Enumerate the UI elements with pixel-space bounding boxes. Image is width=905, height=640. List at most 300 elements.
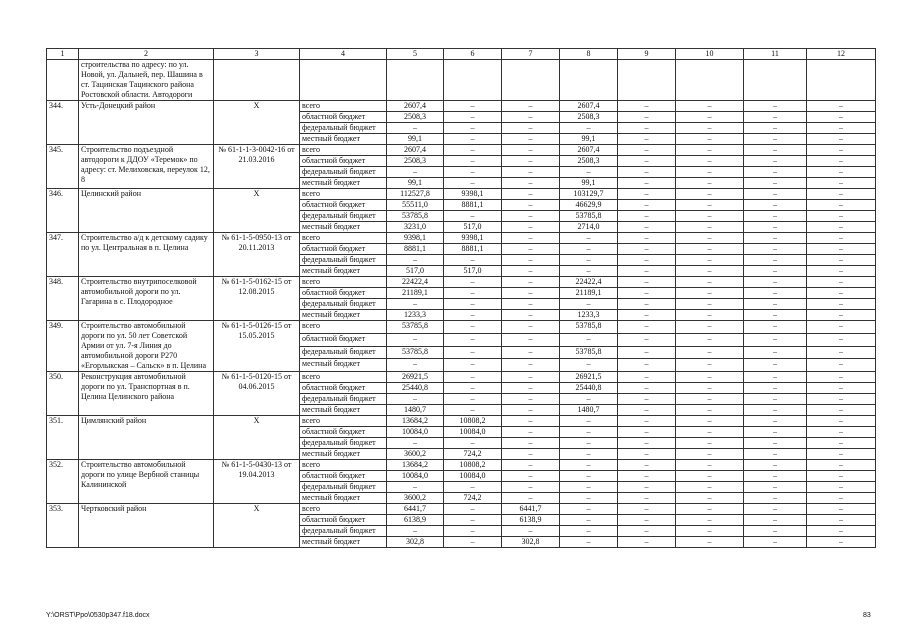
amount-cell: 517,0 [444,222,502,233]
amount-cell: – [618,277,676,288]
amount-cell: – [744,134,807,145]
amount-cell: – [502,200,560,211]
amount-cell: – [444,405,502,416]
amount-cell: – [744,145,807,156]
amount-cell: – [744,504,807,515]
expertise-document: № 61-1-5-0120-15 от 04.06.2015 [214,372,300,416]
funding-source: федеральный бюджет [300,211,387,222]
amount-cell: – [618,233,676,244]
funding-source: всего [300,145,387,156]
amount-cell: 8881,1 [444,244,502,255]
amount-cell: – [744,101,807,112]
amount-cell: – [387,394,444,405]
amount-cell: 10084,0 [444,471,502,482]
object-name: Чертковский район [79,504,214,548]
amount-cell: – [618,504,676,515]
amount-cell: 99,1 [387,134,444,145]
amount-cell: – [444,255,502,266]
amount-cell: – [560,482,618,493]
item-number: 353. [47,504,79,548]
amount-cell: 21189,1 [560,288,618,299]
object-name: Строительство а/д к детскому садику по ул. Центральная в п. Целина [79,233,214,277]
amount-cell: 517,0 [387,266,444,277]
expertise-document: № 61-1-5-0950-13 от 20.11.2013 [214,233,300,277]
amount-cell: – [502,156,560,167]
amount-cell: – [676,222,744,233]
amount-cell: 2508,3 [387,112,444,123]
amount-cell: – [744,438,807,449]
table-row [47,372,876,383]
amount-cell: – [444,167,502,178]
amount-cell: – [676,359,744,372]
funding-source: местный бюджет [300,405,387,416]
item-number: 345. [47,145,79,189]
amount-cell: – [618,394,676,405]
column-header: 4 [300,49,387,60]
amount-cell: – [560,416,618,427]
amount-cell: – [502,493,560,504]
amount-cell: 25440,8 [560,383,618,394]
expertise-document: X [214,504,300,548]
amount-cell: – [676,416,744,427]
amount-cell: – [676,211,744,222]
amount-cell: – [807,515,876,526]
amount-cell: 53785,8 [560,346,618,359]
table-row [47,145,876,156]
amount-cell: – [502,405,560,416]
funding-source: местный бюджет [300,359,387,372]
funding-source: федеральный бюджет [300,526,387,537]
amount-cell: – [807,277,876,288]
amount-cell: 2508,3 [560,112,618,123]
amount-cell: – [807,427,876,438]
table-row [47,189,876,200]
amount-cell: – [618,383,676,394]
amount-cell: – [676,244,744,255]
amount-cell: 26921,5 [560,372,618,383]
table-row [47,60,876,101]
amount-cell: – [502,233,560,244]
amount-cell [744,60,807,101]
page-number: 83 [863,612,871,619]
object-name: Реконструкция автомобильной дороги по ул. Транспортная в п. Целина Целинского района [79,372,214,416]
amount-cell: 724,2 [444,493,502,504]
amount-cell: – [502,346,560,359]
amount-cell: – [502,112,560,123]
amount-cell: – [444,526,502,537]
amount-cell: 6441,7 [387,504,444,515]
amount-cell: – [618,526,676,537]
amount-cell [807,60,876,101]
amount-cell: – [744,123,807,134]
amount-cell: – [560,537,618,548]
funding-source: федеральный бюджет [300,438,387,449]
amount-cell: – [807,394,876,405]
amount-cell: – [676,537,744,548]
amount-cell: 25440,8 [387,383,444,394]
amount-cell: – [618,266,676,277]
amount-cell: – [618,189,676,200]
item-number: 350. [47,372,79,416]
amount-cell: – [807,211,876,222]
object-name: Усть-Донецкий район [79,101,214,145]
amount-cell: – [807,299,876,310]
amount-cell: – [444,101,502,112]
amount-cell: – [807,383,876,394]
amount-cell: – [676,493,744,504]
amount-cell: – [676,233,744,244]
amount-cell: – [502,449,560,460]
funding-source: всего [300,233,387,244]
amount-cell: – [807,449,876,460]
amount-cell: 53785,8 [560,211,618,222]
amount-cell: – [444,299,502,310]
amount-cell: – [807,438,876,449]
funding-source: федеральный бюджет [300,482,387,493]
column-header: 9 [618,49,676,60]
amount-cell: – [807,167,876,178]
table-row [47,101,876,112]
amount-cell: – [744,211,807,222]
amount-cell: – [618,244,676,255]
funding-source: всего [300,189,387,200]
amount-cell: – [618,123,676,134]
amount-cell: – [444,394,502,405]
item-number: 351. [47,416,79,460]
amount-cell: – [618,145,676,156]
amount-cell: 9398,1 [444,233,502,244]
expertise-document: № 61-1-5-0162-15 от 12.08.2015 [214,277,300,321]
object-name: Целинский район [79,189,214,233]
amount-cell: 2607,4 [560,101,618,112]
object-name: Строительство автомобильной дороги по улице Вербной станицы Калининской [79,460,214,504]
amount-cell: 1233,3 [387,310,444,321]
amount-cell: – [676,482,744,493]
amount-cell: – [744,233,807,244]
amount-cell: 6441,7 [502,504,560,515]
amount-cell: – [807,101,876,112]
amount-cell: – [502,359,560,372]
amount-cell: – [444,211,502,222]
amount-cell: – [676,515,744,526]
amount-cell: – [744,405,807,416]
funding-source: федеральный бюджет [300,394,387,405]
amount-cell: 10808,2 [444,460,502,471]
amount-cell: – [502,288,560,299]
table-row [47,504,876,515]
amount-cell: – [676,333,744,346]
amount-cell: – [744,482,807,493]
amount-cell: – [618,460,676,471]
amount-cell: – [502,394,560,405]
amount-cell: 53785,8 [387,346,444,359]
amount-cell: – [618,372,676,383]
amount-cell: – [560,299,618,310]
amount-cell: – [444,515,502,526]
amount-cell: – [744,299,807,310]
funding-source: местный бюджет [300,537,387,548]
funding-source: местный бюджет [300,310,387,321]
table-row [47,321,876,334]
amount-cell: – [560,449,618,460]
amount-cell: – [807,504,876,515]
amount-cell: 2607,4 [560,145,618,156]
amount-cell: – [807,482,876,493]
amount-cell: – [807,156,876,167]
amount-cell: – [807,537,876,548]
amount-cell: – [676,526,744,537]
amount-cell: – [676,405,744,416]
amount-cell: 10808,2 [444,416,502,427]
funding-source: всего [300,504,387,515]
amount-cell: – [444,288,502,299]
funding-source: федеральный бюджет [300,123,387,134]
amount-cell: – [444,321,502,334]
amount-cell: – [560,233,618,244]
amount-cell: – [676,134,744,145]
amount-cell: – [676,277,744,288]
amount-cell: – [502,482,560,493]
item-number: 352. [47,460,79,504]
amount-cell [444,60,502,101]
amount-cell: 13684,2 [387,460,444,471]
amount-cell: – [807,493,876,504]
amount-cell: – [618,134,676,145]
item-number [47,60,79,101]
amount-cell: – [618,537,676,548]
amount-cell: – [502,416,560,427]
amount-cell: – [560,333,618,346]
amount-cell: 103129,7 [560,189,618,200]
amount-cell: – [807,233,876,244]
amount-cell: – [807,359,876,372]
amount-cell [560,60,618,101]
amount-cell: – [676,288,744,299]
amount-cell: 2607,4 [387,101,444,112]
amount-cell: – [744,416,807,427]
amount-cell: – [502,244,560,255]
amount-cell: – [676,427,744,438]
amount-cell: – [502,123,560,134]
amount-cell: – [618,167,676,178]
amount-cell: – [807,145,876,156]
object-name: Строительство внутрипоселковой автомобильной дороги по ул. Гагарина в с. Плодородное [79,277,214,321]
amount-cell: – [502,145,560,156]
expertise-document: № 61-1-5-0430-13 от 19.04.2013 [214,460,300,504]
expertise-document: X [214,101,300,145]
amount-cell: 1233,3 [560,310,618,321]
amount-cell: – [618,101,676,112]
amount-cell: – [502,101,560,112]
amount-cell: – [444,310,502,321]
funding-source: всего [300,101,387,112]
column-number-row [47,49,876,60]
amount-cell: – [618,359,676,372]
amount-cell: – [744,255,807,266]
amount-cell: – [744,167,807,178]
amount-cell: – [676,471,744,482]
column-header: 3 [214,49,300,60]
amount-cell: – [444,123,502,134]
amount-cell: – [807,123,876,134]
amount-cell: – [502,383,560,394]
amount-cell: – [618,333,676,346]
amount-cell [387,60,444,101]
amount-cell: – [502,427,560,438]
amount-cell: – [744,244,807,255]
amount-cell: – [444,333,502,346]
amount-cell: – [744,222,807,233]
amount-cell: – [744,178,807,189]
amount-cell: – [560,427,618,438]
amount-cell: – [618,471,676,482]
amount-cell: – [444,372,502,383]
amount-cell: – [502,189,560,200]
amount-cell: 53785,8 [387,211,444,222]
amount-cell: – [618,515,676,526]
amount-cell: – [502,526,560,537]
funding-source: федеральный бюджет [300,299,387,310]
table-row [47,460,876,471]
amount-cell: 3600,2 [387,449,444,460]
amount-cell: 55511,0 [387,200,444,211]
funding-source: областной бюджет [300,244,387,255]
amount-cell: – [560,515,618,526]
amount-cell: – [618,299,676,310]
amount-cell: – [444,277,502,288]
column-header: 1 [47,49,79,60]
amount-cell: 2607,4 [387,145,444,156]
amount-cell: 26921,5 [387,372,444,383]
amount-cell: 10084,0 [387,471,444,482]
amount-cell: – [387,255,444,266]
item-number: 346. [47,189,79,233]
amount-cell: – [560,244,618,255]
funding-source: местный бюджет [300,134,387,145]
amount-cell: – [444,112,502,123]
funding-source: всего [300,277,387,288]
amount-cell: – [744,310,807,321]
amount-cell: – [560,266,618,277]
amount-cell: 22422,4 [387,277,444,288]
amount-cell: – [807,321,876,334]
amount-cell: – [744,346,807,359]
amount-cell: 21189,1 [387,288,444,299]
amount-cell: – [807,112,876,123]
amount-cell: – [387,438,444,449]
amount-cell: – [444,537,502,548]
amount-cell: – [676,167,744,178]
amount-cell: 1480,7 [387,405,444,416]
amount-cell: – [502,211,560,222]
funding-source: федеральный бюджет [300,255,387,266]
amount-cell: – [807,405,876,416]
amount-cell [618,60,676,101]
amount-cell: – [676,394,744,405]
amount-cell: 2714,0 [560,222,618,233]
amount-cell: – [387,333,444,346]
column-header: 2 [79,49,214,60]
amount-cell: 2508,3 [560,156,618,167]
amount-cell: – [444,438,502,449]
amount-cell: – [618,211,676,222]
funding-source: всего [300,321,387,334]
amount-cell: – [744,383,807,394]
amount-cell: – [444,504,502,515]
amount-cell: – [502,299,560,310]
table-row [47,277,876,288]
column-header: 5 [387,49,444,60]
amount-cell: – [560,471,618,482]
amount-cell: 46629,9 [560,200,618,211]
amount-cell: – [502,460,560,471]
amount-cell: – [560,526,618,537]
funding-source: федеральный бюджет [300,346,387,359]
amount-cell: 10084,0 [387,427,444,438]
amount-cell: – [744,112,807,123]
amount-cell: – [502,266,560,277]
amount-cell: – [744,200,807,211]
funding-source: местный бюджет [300,266,387,277]
funding-source: областной бюджет [300,333,387,346]
column-header: 8 [560,49,618,60]
amount-cell: 8881,1 [387,244,444,255]
funding-source [300,60,387,101]
amount-cell: 3231,0 [387,222,444,233]
amount-cell: – [502,222,560,233]
amount-cell: 53785,8 [387,321,444,334]
amount-cell: – [502,255,560,266]
amount-cell: 9398,1 [444,189,502,200]
amount-cell: – [618,427,676,438]
amount-cell: 6138,9 [502,515,560,526]
amount-cell: – [618,438,676,449]
amount-cell: 13684,2 [387,416,444,427]
table-body [47,60,876,548]
item-number: 347. [47,233,79,277]
funding-source: областной бюджет [300,383,387,394]
amount-cell: – [807,200,876,211]
amount-cell: – [444,346,502,359]
funding-source: областной бюджет [300,156,387,167]
amount-cell: 3600,2 [387,493,444,504]
column-header: 11 [744,49,807,60]
amount-cell: – [676,156,744,167]
funding-source: областной бюджет [300,515,387,526]
funding-source: всего [300,372,387,383]
amount-cell: – [444,145,502,156]
amount-cell: 22422,4 [560,277,618,288]
amount-cell: – [502,438,560,449]
table-row [47,233,876,244]
amount-cell: – [744,189,807,200]
amount-cell: – [618,321,676,334]
amount-cell: – [560,438,618,449]
amount-cell: – [502,333,560,346]
amount-cell: – [560,359,618,372]
amount-cell: – [618,156,676,167]
table-header [47,49,876,60]
amount-cell: – [807,460,876,471]
column-header: 7 [502,49,560,60]
amount-cell: – [618,255,676,266]
amount-cell: – [676,101,744,112]
amount-cell: – [618,346,676,359]
amount-cell [502,60,560,101]
amount-cell: – [560,460,618,471]
object-name: Цимлянский район [79,416,214,460]
amount-cell: – [560,394,618,405]
